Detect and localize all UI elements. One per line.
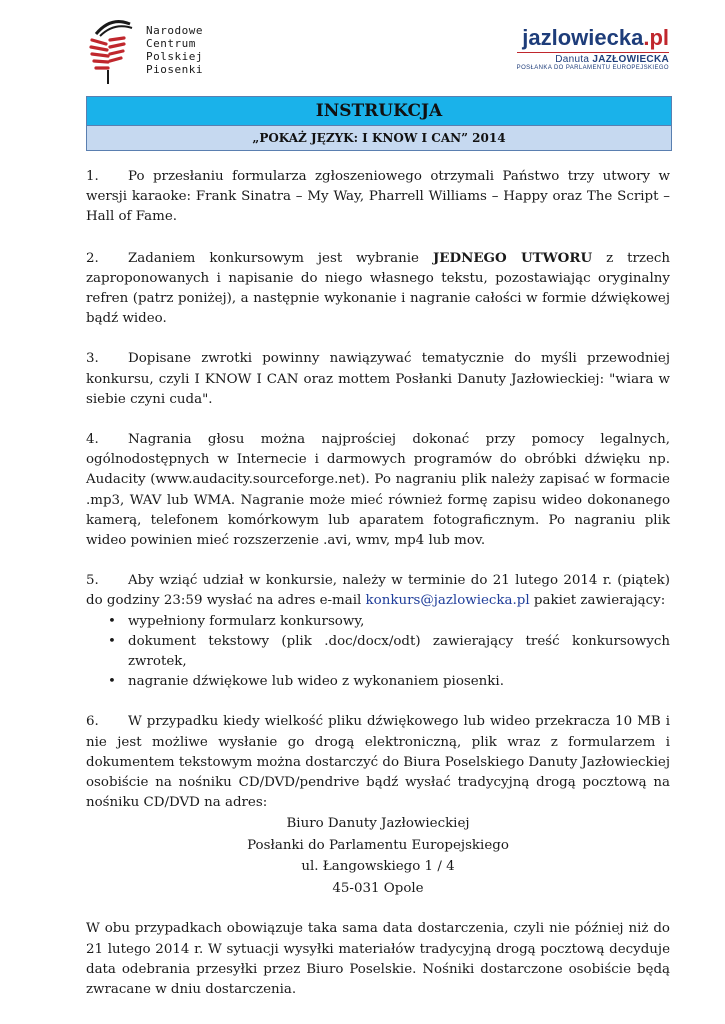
paragraph-number: 5. [86, 573, 99, 589]
page-title: INSTRUKCJA [87, 97, 671, 125]
ncpp-logo [86, 14, 226, 86]
list-item [86, 672, 670, 692]
paragraph-number: 6. [86, 714, 99, 730]
paragraph-number: 4. [86, 432, 99, 448]
bullet-icon: • [108, 674, 116, 690]
list-item-text: wypełniony formularz konkursowy, [128, 613, 365, 629]
logo-line: Polskiej [146, 50, 203, 63]
logo-line: Narodowe [146, 24, 203, 37]
logo-line: Centrum [146, 37, 196, 50]
ncpp-logo-icon [86, 14, 146, 86]
paragraph-text: pakiet zawierający: [529, 593, 666, 609]
brand-name [517, 52, 669, 65]
paragraph-text: z trzech zaproponowanych i napisanie do niego własnego tekstu, pozostawiając oryginalny refren (patrz poniżej), a następnie wykonanie i nagranie całości w formie dźwiękowej bądź wideo. [86, 250, 671, 327]
ncpp-logo-text [146, 24, 203, 76]
paragraph-text: Zadaniem konkursowym jest wybranie [128, 250, 433, 266]
closing-paragraph: W obu przypadkach obowiązuje taka sama data dostarczenia, czyli nie później niż do 21 lutego 2014 r. W sytuacji wysyłki materiałów tradycyjną drogą pocztową decyduje data odebrania przesyłki przez Biuro Poselskie. Nośniki dostarczone osobiście będą zwracane w dniu dostarczenia. [86, 921, 670, 998]
brand-name-first: Danuta [555, 54, 590, 65]
paragraph-text: Nagrania głosu można najprościej dokonać przy pomocy legalnych, ogólnodostępnych w Internecie i darmowych programów do obróbki dźwięku np. Audacity (www.audacity.sourceforge.net). Po nagraniu plik należy zapisać w formacie .mp3, WAV lub WMA. Nagranie może mieć również formę zapisu wideo dokonanego kamerą, telefonem komórkowym lub aparatem fotograficznym. Po nagraniu plik wideo powinien mieć rozszerzenie .avi, wmv, mp4 lub mov. [86, 432, 670, 549]
brand-title [517, 26, 669, 50]
paragraph-3 [86, 349, 670, 410]
list-item [86, 612, 670, 632]
paragraph-4 [86, 430, 670, 551]
jazlowiecka-logo [517, 26, 669, 71]
paragraph-5 [86, 571, 670, 611]
title-box [86, 96, 672, 151]
logo-line: Piosenki [146, 63, 203, 76]
list-item-text: dokument tekstowy (plik .doc/docx/odt) zawierający treść konkursowych zwrotek, [128, 633, 670, 670]
address-line: 45-031 Opole [332, 880, 424, 896]
brand-name-last: JAZŁOWIECKA [592, 54, 669, 65]
paragraph-2 [86, 248, 670, 330]
address-line: Posłanki do Parlamentu Europejskiego [247, 837, 509, 853]
brand-tld: .pl [643, 25, 669, 50]
paragraph-number: 1. [86, 169, 99, 184]
list-item [86, 632, 670, 672]
brand-role: POSŁANKA DO PARLAMENTU EUROPEJSKIEGO [516, 65, 669, 71]
brand-main: jazlowiecka [522, 25, 644, 50]
paragraph-text: Dopisane zwrotki powinny nawiązywać tematycznie do myśli przewodniej konkursu, czyli I KNOW I CAN oraz mottem Posłanki Danuty Jazłowieckiej: "wiara w siebie czyni cuda". [86, 351, 670, 407]
instructions-body [86, 167, 670, 1020]
postal-address [86, 813, 670, 899]
bullet-icon: • [108, 613, 116, 629]
paragraph-text: Aby wziąć udział w konkursie, należy w terminie do 21 lutego 2014 r. (piątek) do godziny 23:59 wysłać na adres e-mail [86, 573, 670, 609]
paragraph-number: 3. [86, 351, 99, 367]
package-list [86, 612, 670, 693]
paragraph-6 [86, 712, 670, 813]
page-subtitle: „POKAŻ JĘZYK: I KNOW I CAN” 2014 [87, 125, 671, 150]
address-line: Biuro Danuty Jazłowieckiej [286, 816, 470, 832]
paragraph-number: 2. [86, 250, 99, 266]
paragraph-1 [86, 167, 670, 228]
paragraph-text: W przypadku kiedy wielkość pliku dźwiękowego lub wideo przekracza 10 MB i nie jest możliwe wysłanie go drogą elektroniczną, plik wraz z formularzem i dokumentem tekstowym można dostarczyć do Biura Poselskiego Danuty Jazłowieckiej osobiście na nośniku CD/DVD/pendrive bądź wysłać tradycyjną drogą pocztową na nośniku CD/DVD na adres: [86, 714, 671, 811]
paragraph-emphasis: JEDNEGO UTWORU [432, 249, 593, 266]
bullet-icon: • [108, 633, 116, 649]
paragraph-text: Po przesłaniu formularza zgłoszeniowego otrzymali Państwo trzy utwory w wersji karaoke: Frank Sinatra – My Way, Pharrell Williams – Happy oraz The Script – Hall of Fame. [86, 169, 670, 225]
list-item-text: nagranie dźwiękowe lub wideo z wykonaniem piosenki. [128, 674, 504, 690]
email-link[interactable]: konkurs@jazlowiecka.pl [365, 593, 530, 609]
address-line: ul. Łangowskiego 1 / 4 [301, 859, 455, 875]
